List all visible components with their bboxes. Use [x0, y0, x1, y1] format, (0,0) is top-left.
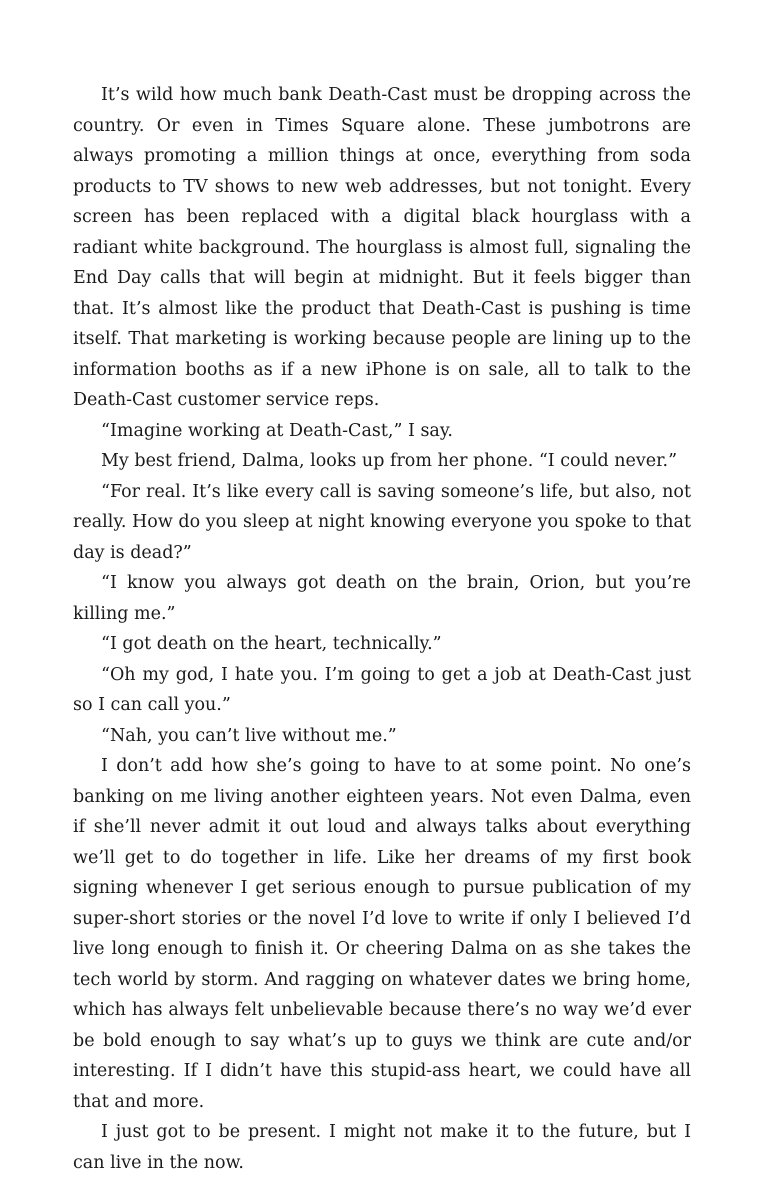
paragraph-imagine: “Imagine working at Death-Cast,” I say. [101, 420, 453, 441]
paragraph-hourglass: It’s wild how much bank Death-Cast must be dropping across the country. Or even in Times Square alone. These jumbotrons are always promoting a million things at once, everything from soda products to TV shows to new web addresses, but not tonight. Every screen has been replaced with a digital black hourglass with a radiant white background. The hourglass is almost full, signaling the End Day calls that will begin at midnight. But it feels bigger than that. It’s almost like the product that Death-Cast is pushing is time itself. That marketing is working because people are lining up to the information booths as if a new iPhone is on sale, all to talk to the Death-Cast customer service reps. [73, 85, 691, 410]
paragraph-be-present: I just got to be present. I might not make it to the future, but I can live in the now. [73, 1122, 691, 1173]
book-page [73, 80, 691, 1178]
paragraph-hate-you: “Oh my god, I hate you. I’m going to get a job at Death-Cast just so I can call you.” [73, 664, 691, 715]
paragraph-death-on-heart: “I got death on the heart, technically.” [101, 634, 442, 654]
paragraph-killing-me: “I know you always got death on the brain, Orion, but you’re killing me.” [73, 573, 691, 624]
paragraph-for-real: “For real. It’s like every call is saving someone’s life, but also, not really. How do you sleep at night knowing everyone you spoke to that day is dead?” [73, 481, 691, 563]
paragraph-eighteen-years: I don’t add how she’s going to have to at some point. No one’s banking on me living another eighteen years. Not even Dalma, even if she’ll never admit it out loud and always talks about everything we’ll get to do together in life. Like her dreams of my first book signing whenever I get serious enough to pursue publication of my super-short stories or the novel I’d love to write if only I believed I’d live long enough to finish it. Or cheering Dalma on as she takes the tech world by storm. And ragging on whatever dates we bring home, which has always felt unbelievable because there’s no way we’d ever be bold enough to say what’s up to guys we think are cute and/or interesting. If I didn’t have this stupid-ass heart, we could have all that and more. [73, 756, 691, 1112]
paragraph-dalma-reply: My best friend, Dalma, looks up from her phone. “I could never.” [101, 451, 678, 471]
paragraph-cant-live: “Nah, you can’t live without me.” [101, 725, 397, 746]
